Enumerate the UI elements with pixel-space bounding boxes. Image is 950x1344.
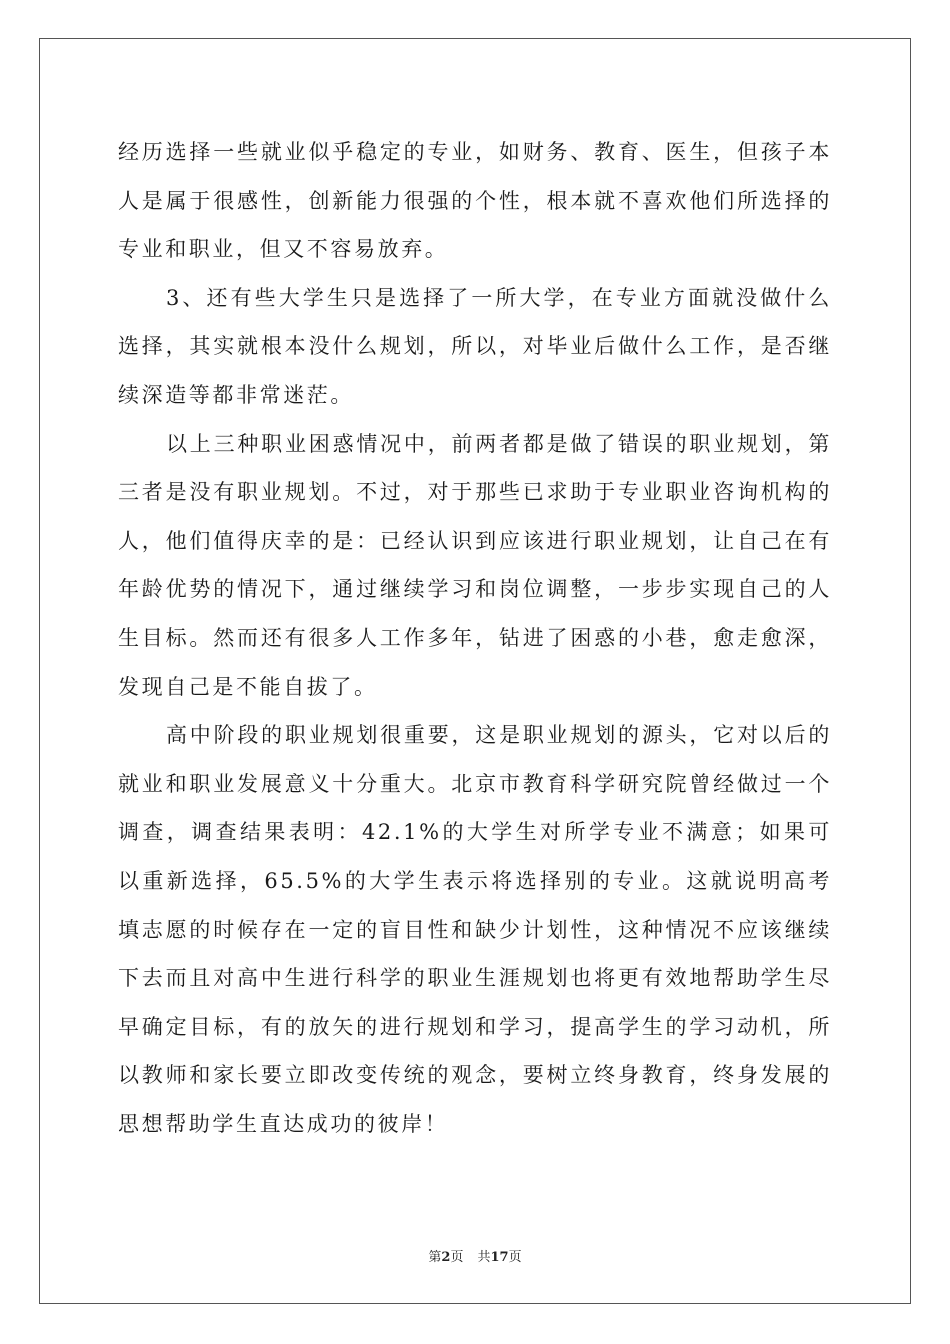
page-footer (0, 1246, 950, 1265)
footer-prefix: 第 (428, 1250, 442, 1265)
footer-total-pages: 17 (490, 1250, 509, 1265)
footer-page-suffix: 页 (450, 1250, 464, 1265)
paragraph-4: 高中阶段的职业规划很重要，这是职业规划的源头，它对以后的就业和职业发展意义十分重大。北京市教育科学研究院曾经做过一个调查，调查结果表明：42.1%的大学生对所学专业不满意；如果可以重新选择，65.5%的大学生表示将选择别的专业。这就说明高考填志愿的时候存在一定的盲目性和缺少计划性，这种情况不应该继续下去而且对高中生进行科学的职业生涯规划也将更有效地帮助学生尽早确定目标，有的放矢的进行规划和学习，提高学生的学习动机，所以教师和家长要立即改变传统的观念，要树立终身教育，终身发展的思想帮助学生直达成功的彼岸！ (118, 723, 832, 1136)
paragraph-3: 以上三种职业困惑情况中，前两者都是做了错误的职业规划，第三者是没有职业规划。不过，对于那些已求助于专业职业咨询机构的人，他们值得庆幸的是：已经认识到应该进行职业规划，让自己在有年龄优势的情况下，通过继续学习和岗位调整，一步步实现自己的人生目标。然而还有很多人工作多年，钻进了困惑的小巷，愈走愈深，发现自己是不能自拔了。 (118, 431, 832, 699)
footer-total-suffix: 页 (508, 1250, 522, 1265)
document-body (118, 128, 832, 1148)
paragraph-1: 经历选择一些就业似乎稳定的专业，如财务、教育、医生，但孩子本人是属于很感性，创新能力很强的个性，根本就不喜欢他们所选择的专业和职业，但又不容易放弃。 (118, 140, 832, 262)
paragraph-2: 3、还有些大学生只是选择了一所大学，在专业方面就没做什么选择，其实就根本没什么规划，所以，对毕业后做什么工作，是否继续深造等都非常迷茫。 (118, 285, 832, 407)
footer-total-prefix: 共 (477, 1250, 491, 1265)
footer-page-number: 2 (441, 1250, 451, 1265)
